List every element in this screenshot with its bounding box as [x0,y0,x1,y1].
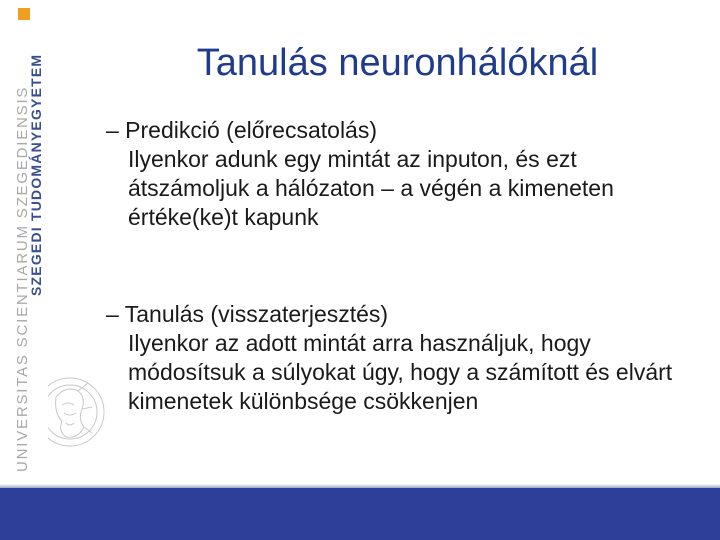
logo-square-icon [18,8,30,20]
bullet-heading: – Predikció (előrecsatolás) [106,117,378,143]
bullet-prediction [106,116,688,232]
university-name: SZEGEDI TUDOMÁNYEGYETEM [28,53,44,296]
bullet-learning [106,300,688,416]
bullet-heading: – Tanulás (visszaterjesztés) [106,301,389,327]
bullet-description: Ilyenkor az adott mintát arra használjuk, hogy módosítsuk a súlyokat úgy, hogy a számított és elvárt kimenetek különbsége csökkenjen [128,330,673,414]
latin-motto: UNIVERSITAS SCIENTIARUM SZEGEDIENSIS [14,85,31,472]
bullet-description: Ilyenkor adunk egy mintát az inputon, és ezt átszámoljuk a hálózaton – a végén a kimeneten értéke(ke)t kapunk [128,146,614,230]
page-title: Tanulás neuronhálóknál [196,42,599,84]
footer-bar [0,488,720,540]
